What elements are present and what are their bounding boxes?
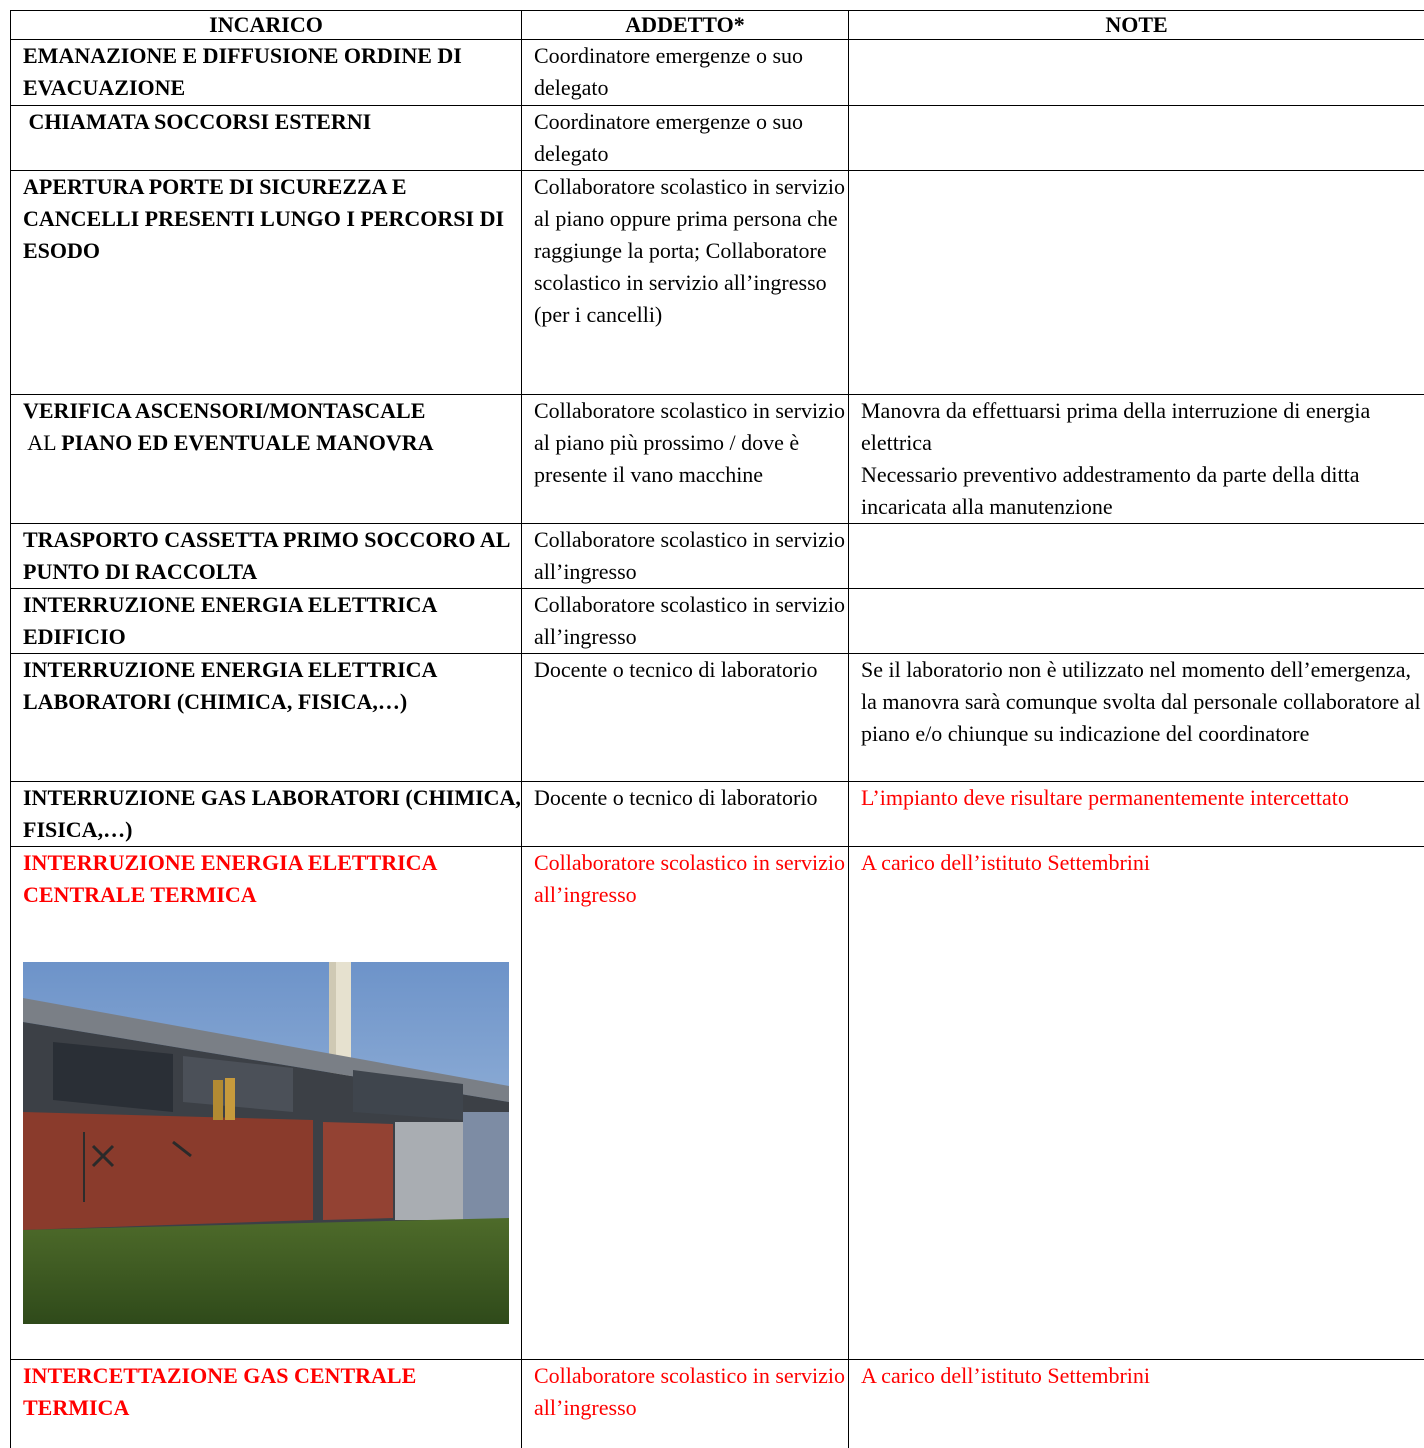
- addetto-cell: Collaboratore scolastico in servizio all’ingresso: [522, 589, 849, 654]
- addetto-cell: Collaboratore scolastico in servizio all’ingresso: [522, 1360, 849, 1448]
- table-row: [11, 524, 1424, 589]
- task-cell: APERTURA PORTE DI SICUREZZA E CANCELLI PRESENTI LUNGO I PERCORSI DI ESODO: [11, 171, 522, 395]
- task-cell: INTERRUZIONE ENERGIA ELETTRICA LABORATORI (CHIMICA, FISICA,…): [11, 654, 522, 782]
- note-cell: [849, 171, 1424, 395]
- addetto-cell: Collaboratore scolastico in servizio al piano oppure prima persona che raggiunge la porta; Collaboratore scolastico in servizio all’ingresso (per i cancelli): [522, 171, 849, 395]
- note-cell: [849, 395, 1424, 524]
- note-cell: [849, 589, 1424, 654]
- header-addetto: ADDETTO*: [522, 11, 849, 40]
- note-cell: [849, 106, 1424, 171]
- document-page: [10, 10, 1424, 1448]
- task-cell: TRASPORTO CASSETTA PRIMO SOCCORO AL PUNTO DI RACCOLTA: [11, 524, 522, 589]
- note-cell: [849, 40, 1424, 106]
- task-cell: INTERRUZIONE GAS LABORATORI (CHIMICA, FISICA,…): [11, 782, 522, 847]
- addetto-cell: Collaboratore scolastico in servizio al piano più prossimo / dove è presente il vano macchine: [522, 395, 849, 524]
- task-cell: INTERRUZIONE ENERGIA ELETTRICA EDIFICIO: [11, 589, 522, 654]
- addetto-cell: Docente o tecnico di laboratorio: [522, 654, 849, 782]
- addetto-cell: Coordinatore emergenze o suo delegato: [522, 40, 849, 106]
- header-note: NOTE: [849, 11, 1424, 40]
- note-cell: L’impianto deve risultare permanentemente intercettato: [849, 782, 1424, 847]
- note-line: Necessario preventivo addestramento da parte della ditta incaricata alla manutenzione: [861, 459, 1424, 523]
- emergency-roles-table: [10, 10, 1424, 1448]
- addetto-cell: Collaboratore scolastico in servizio all’ingresso: [522, 524, 849, 589]
- table-row: [11, 847, 1424, 1360]
- table-row: [11, 171, 1424, 395]
- note-cell: A carico dell’istituto Settembrini: [849, 847, 1424, 1360]
- table-header-row: [11, 11, 1424, 40]
- note-line: Manovra da effettuarsi prima della interruzione di energia elettrica: [861, 395, 1424, 459]
- table-row: [11, 782, 1424, 847]
- task-text: INTERRUZIONE ENERGIA ELETTRICA CENTRALE TERMICA: [23, 847, 521, 911]
- task-text: VERIFICA ASCENSORI/MONTASCALE: [23, 398, 425, 423]
- task-text-plain: AL: [23, 430, 61, 455]
- addetto-cell: Coordinatore emergenze o suo delegato: [522, 106, 849, 171]
- table-row: [11, 1360, 1424, 1448]
- addetto-cell: Collaboratore scolastico in servizio all’ingresso: [522, 847, 849, 1360]
- table-row: [11, 654, 1424, 782]
- table-row: [11, 106, 1424, 171]
- boiler-building-photo: [23, 962, 509, 1324]
- task-cell: EMANAZIONE E DIFFUSIONE ORDINE DI EVACUAZIONE: [11, 40, 522, 106]
- note-cell: Se il laboratorio non è utilizzato nel momento dell’emergenza, la manovra sarà comunque svolta dal personale collaboratore al piano e/o chiunque su indicazione del coordinatore: [849, 654, 1424, 782]
- addetto-cell: Docente o tecnico di laboratorio: [522, 782, 849, 847]
- task-cell: [11, 395, 522, 524]
- note-cell: [849, 524, 1424, 589]
- task-text: PIANO ED EVENTUALE MANOVRA: [61, 430, 433, 455]
- task-cell: CHIAMATA SOCCORSI ESTERNI: [11, 106, 522, 171]
- task-cell: [11, 847, 522, 1360]
- header-incarico: INCARICO: [11, 11, 522, 40]
- note-cell: A carico dell’istituto Settembrini: [849, 1360, 1424, 1448]
- task-cell: INTERCETTAZIONE GAS CENTRALE TERMICA: [11, 1360, 522, 1448]
- table-row: [11, 40, 1424, 106]
- table-row: [11, 395, 1424, 524]
- table-row: [11, 589, 1424, 654]
